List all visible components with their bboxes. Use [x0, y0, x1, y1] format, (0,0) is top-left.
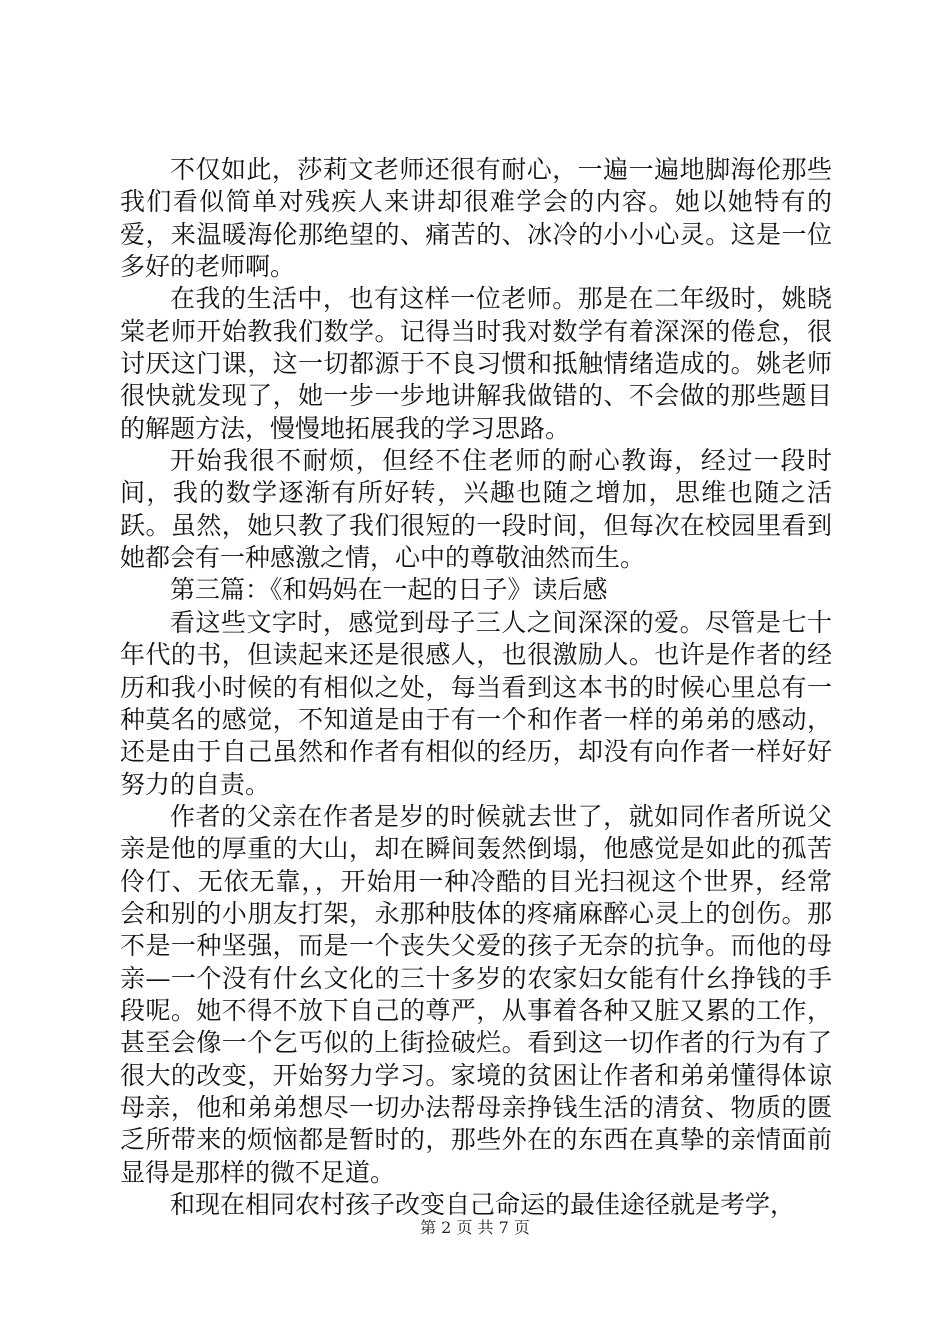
paragraph-3: 开始我很不耐烦，但经不住老师的耐心教诲，经过一段时间，我的数学逐渐有所好转，兴趣也随之增加，思维也随之活跃。虽然，她只教了我们很短的一段时间，但每次在校园里看到她都会有一种感激之情，心中的尊敬油然而生。: [120, 446, 832, 573]
section-heading: 第三篇：《和妈妈在一起的日子》读后感: [170, 575, 608, 605]
paragraph-6: 和现在相同农村孩子改变自己命运的最佳途径就是考学，: [170, 1190, 796, 1219]
paragraph-2: 在我的生活中，也有这样一位老师。那是在二年级时，姚晓棠老师开始教我们数学。记得当时我对数学有着深深的倦怠，很讨厌这门课，这一切都源于不良习惯和抵触情绪造成的。姚老师很快就发现了，她一步一步地讲解我做错的、不会做的那些题目的解题方法，慢慢地拓展我的学习思路。: [120, 284, 832, 443]
document-body: [120, 154, 832, 1221]
paragraph-1: 不仅如此，莎莉文老师还很有耐心，一遍一遍地脚海伦那些我们看似简单对残疾人来讲却很难学会的内容。她以她特有的爱，来温暖海伦那绝望的、痛苦的、冰冷的小小心灵。这是一位多好的老师啊。: [120, 155, 832, 282]
paragraph-5: 作者的父亲在作者是岁的时候就去世了，就如同作者所说父亲是他的厚重的大山，却在瞬间轰然倒塌，他感觉是如此的孤苦伶仃、无依无靠，，开始用一种冷酷的目光扫视这个世界，经常会和别的小朋友打架，永那种肢体的疼痛麻醉心灵上的创伤。那不是一种坚强，而是一个丧失父爱的孩子无奈的抗争。而他的母亲—一个没有什幺文化的三十多岁的农家妇女能有什幺挣钱的手段呢。她不得不放下自己的尊严，从事着各种又脏又累的工作，甚至会像一个乞丐似的上街捡破烂。看到这一切作者的行为有了很大的改变，开始努力学习。家境的贫困让作者和弟弟懂得体谅母亲，他和弟弟想尽一切办法帮母亲挣钱生活的清贫、物质的匮乏所带来的烦恼都是暂时的，那些外在的东西在真挚的亲情面前显得是那样的微不足道。: [120, 801, 832, 1187]
page-footer: 第 2 页 共 7 页: [420, 1218, 530, 1237]
paragraph-4: 看这些文字时，感觉到母子三人之间深深的爱。尽管是七十年代的书，但读起来还是很感人，也很激励人。也许是作者的经历和我小时候的有相似之处，每当看到这本书的时候心里总有一种莫名的感觉，不知道是由于有一个和作者一样的弟弟的感动，还是由于自己虽然和作者有相似的经历，却没有向作者一样好好努力的自责。: [120, 607, 832, 799]
